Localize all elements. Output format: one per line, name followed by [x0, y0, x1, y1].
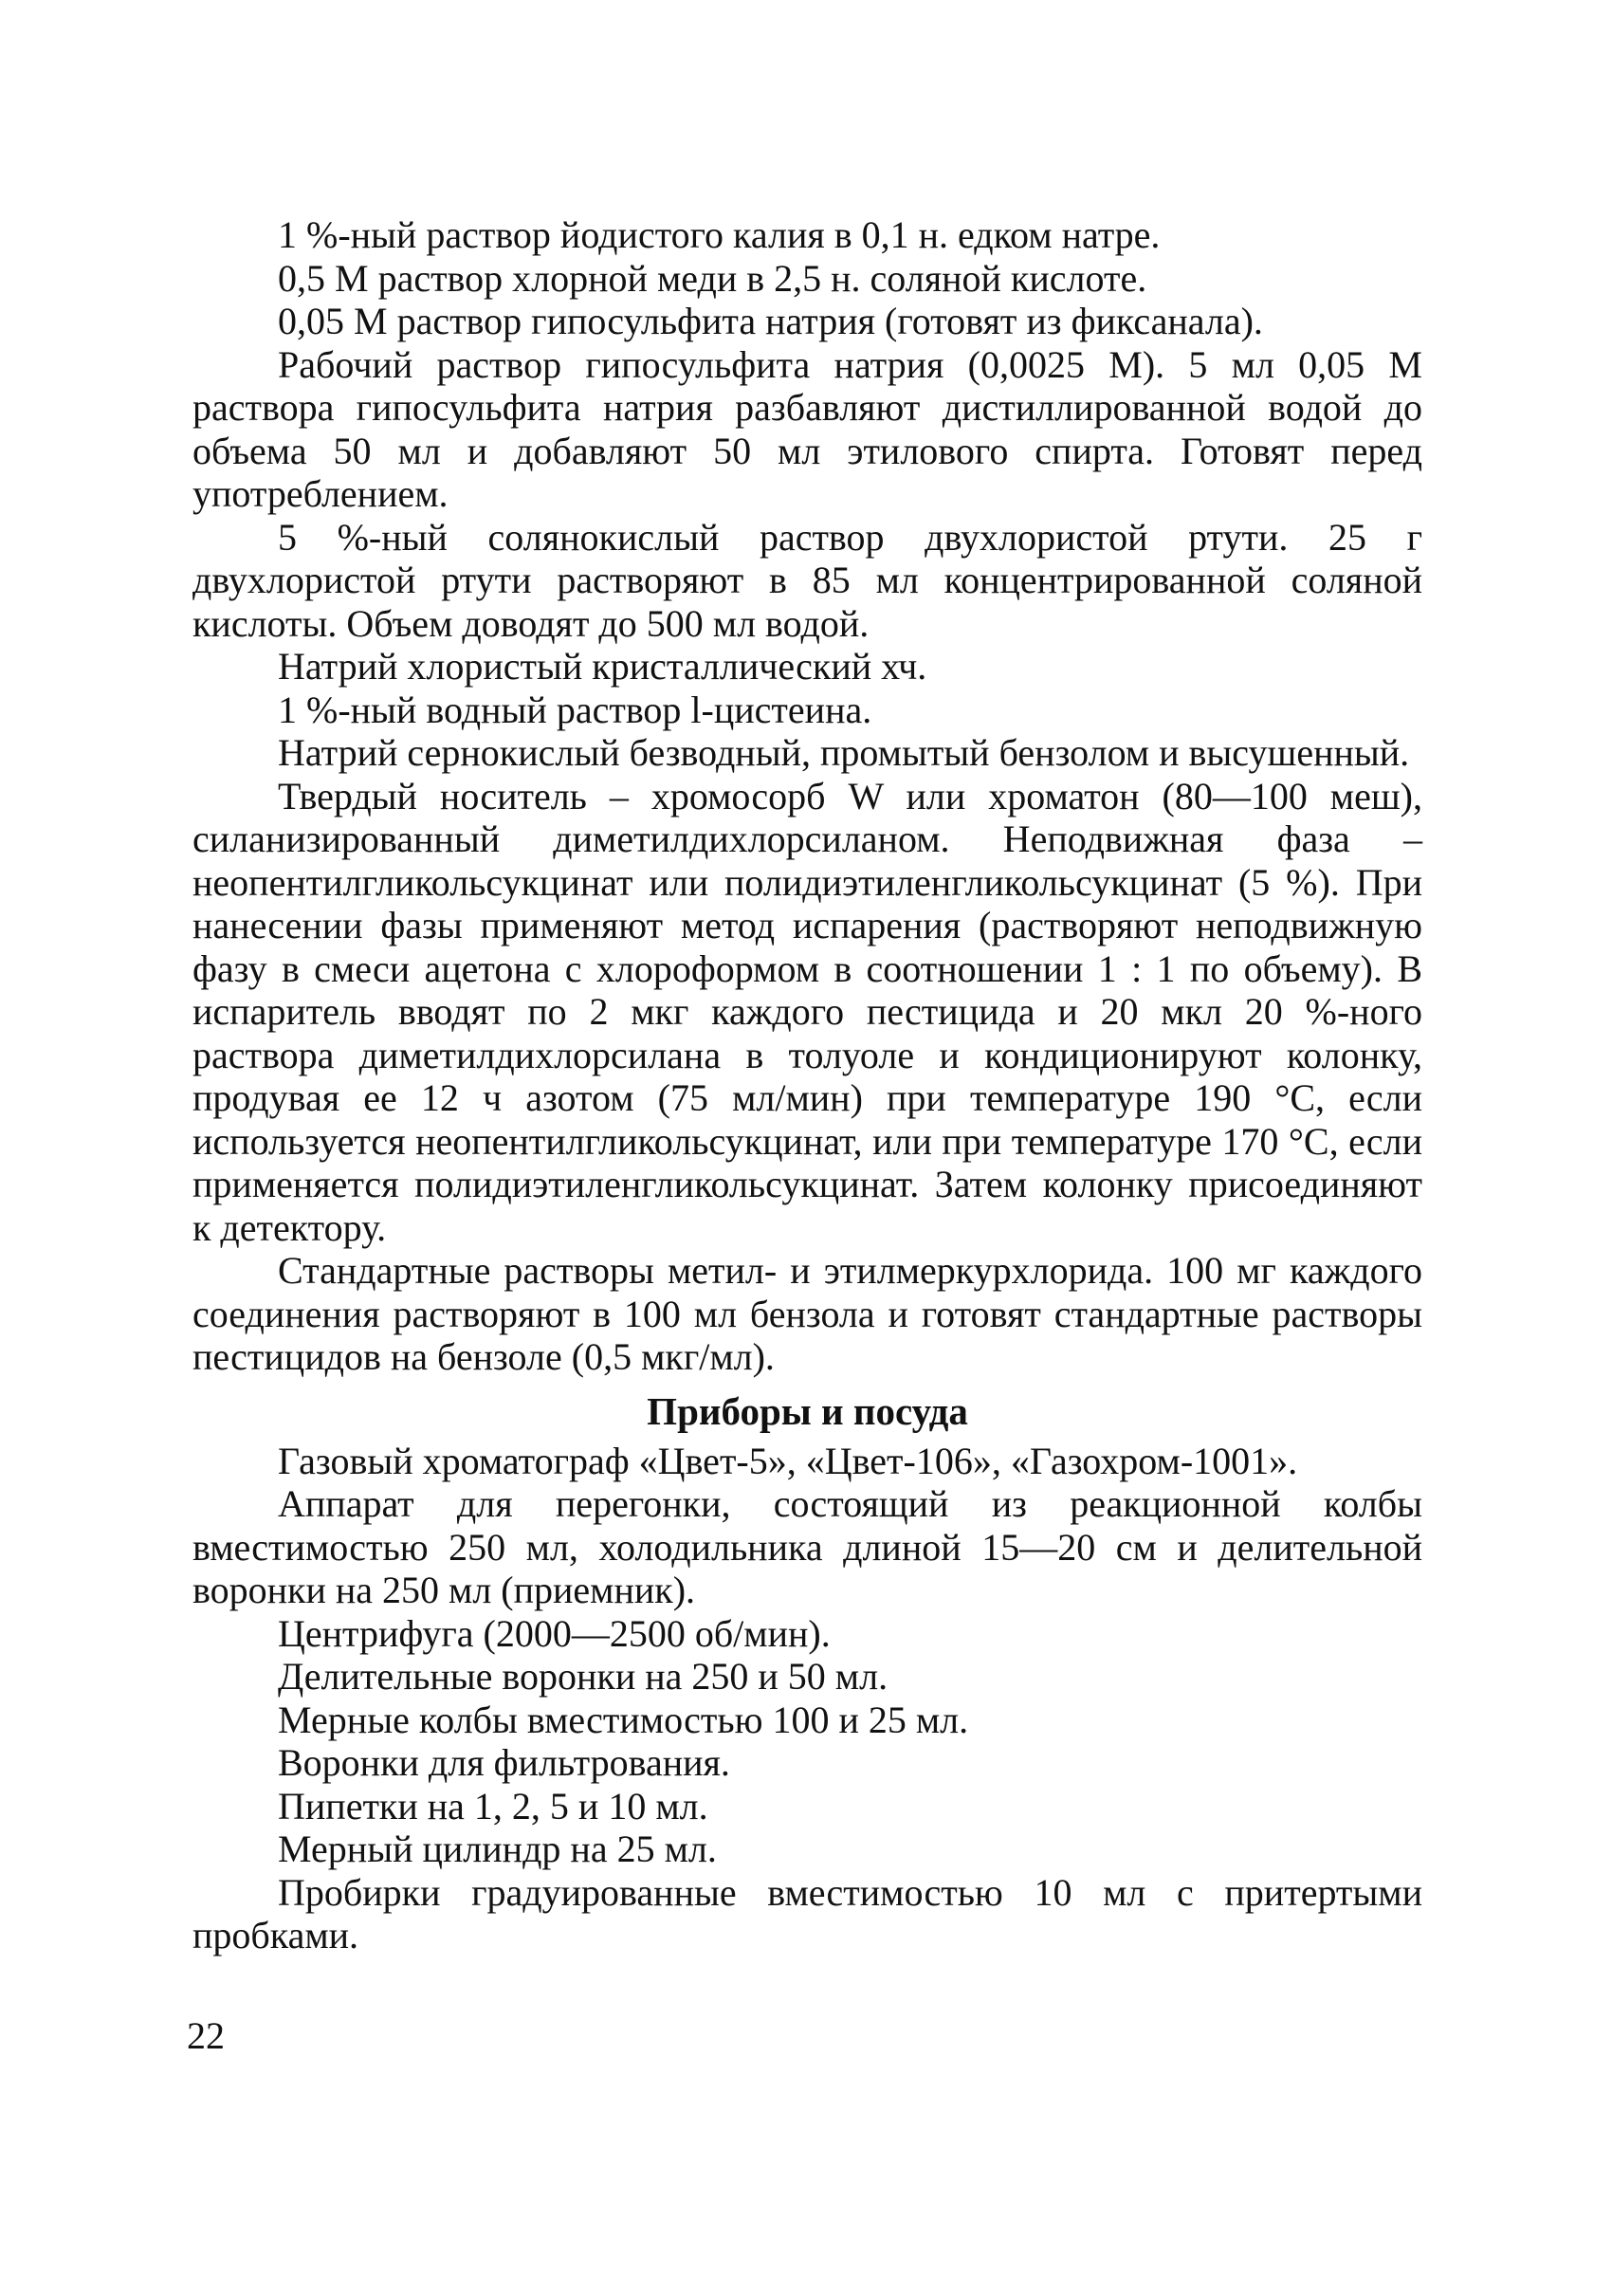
reagent-paragraph: 1 %-ный раствор йодистого калия в 0,1 н. едком натре.: [278, 213, 1161, 256]
reagent-paragraph: 1 %-ный водный раствор l-цистеина.: [278, 688, 872, 731]
reagent-paragraph: 0,5 М раствор хлорной меди в 2,5 н. соляной кислоте.: [278, 256, 1147, 300]
reagent-paragraph: 5 %-ный солянокислый раствор двухлористой ртути. 25 г двухлористой ртути растворяют в 85 мл концентрированной соляной кислоты. Объем доводят до 500 мл водой.: [192, 515, 1422, 645]
equipment-paragraph: Пробирки градуированные вместимостью 10 мл с притертыми пробками.: [192, 1870, 1422, 1956]
equipment-paragraph: Делительные воронки на 250 и 50 мл.: [278, 1655, 888, 1698]
reagent-paragraph: Натрий сернокислый безводный, промытый бензолом и высушенный.: [278, 731, 1410, 774]
reagent-paragraph: Натрий хлористый кристаллический хч.: [278, 645, 927, 688]
equipment-paragraph: Аппарат для перегонки, состоящий из реакционной колбы вместимостью 250 мл, холодильника длиной 15—20 см и делительной воронки на 250 мл (приемник).: [192, 1482, 1422, 1611]
reagent-paragraph: Стандартные растворы метил- и этилмеркурхлорида. 100 мг каждого соединения растворяют в 100 мл бензола и готовят стандартные растворы пестицидов на бензоле (0,5 мкг/мл).: [192, 1249, 1422, 1378]
equipment-paragraph: Мерные колбы вместимостью 100 и 25 мл.: [278, 1698, 969, 1741]
equipment-paragraph: Воронки для фильтрования.: [278, 1741, 730, 1784]
page-body: [192, 213, 1422, 1957]
reagent-paragraph: Твердый носитель – хромосорб W или хроматон (80—100 меш), силанизированный диметилдихлорсиланом. Неподвижная фаза – неопентилгликольсукцинат или полидиэтиленгликольсукцинат (5 %). При нанесении фазы применяют метод испарения (растворяют неподвижную фазу в смеси ацетона с хлороформом в соотношении 1 : 1 по объему). В испаритель вводят по 2 мкг каждого пестицида и 20 мкл 20 %-ного раствора диметилдихлорсилана в толуоле и кондиционируют колонку, продувая ее 12 ч азотом (75 мл/мин) при температуре 190 °С, если используется неопентилгликольсукцинат, или при температуре 170 °С, если применяется полидиэтиленгликольсукцинат. Затем колонку присоединяют к детектору.: [192, 774, 1422, 1249]
reagent-paragraph: 0,05 М раствор гипосульфита натрия (готовят из фиксанала).: [278, 300, 1263, 342]
equipment-paragraph: Центрифуга (2000—2500 об/мин).: [278, 1611, 831, 1655]
equipment-paragraph: Пипетки на 1, 2, 5 и 10 мл.: [278, 1784, 708, 1828]
equipment-paragraph: Газовый хроматограф «Цвет-5», «Цвет-106», «Газохром-1001».: [278, 1439, 1298, 1482]
reagent-paragraph: Рабочий раствор гипосульфита натрия (0,0025 М). 5 мл 0,05 М раствора гипосульфита натрия разбавляют дистиллированной водой до объема 50 мл и добавляют 50 мл этилового спирта. Готовят перед употреблением.: [192, 342, 1422, 515]
page-number: 22: [187, 2014, 225, 2057]
section-heading: Приборы и посуда: [647, 1388, 968, 1433]
equipment-paragraph: Мерный цилиндр на 25 мл.: [278, 1828, 717, 1870]
